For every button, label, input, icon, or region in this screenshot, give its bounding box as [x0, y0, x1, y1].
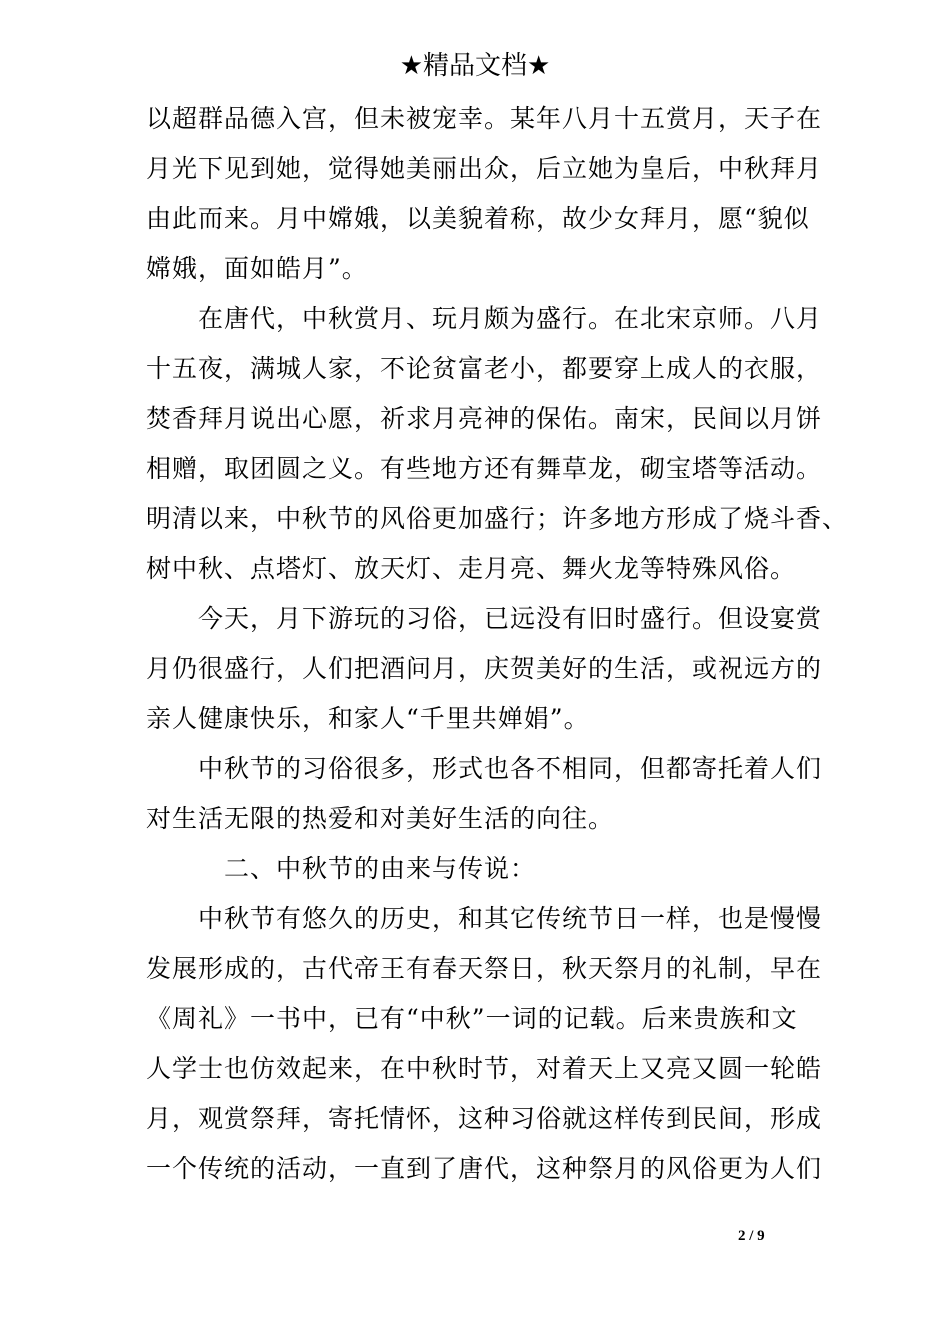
page-number: 2 / 9: [738, 1228, 765, 1244]
text-line: 树中秋、点塔灯、放天灯、走月亮、舞火龙等特殊风俗。: [146, 554, 797, 583]
text-line: 人学士也仿效起来，在中秋时节，对着天上又亮又圆一轮皓: [146, 1054, 823, 1083]
document-body: [146, 94, 849, 1194]
section-heading: 二、中秋节的由来与传说：: [224, 854, 537, 883]
paragraph-start-line: 中秋节有悠久的历史，和其它传统节日一样，也是慢慢: [198, 904, 823, 933]
text-line: 发展形成的，古代帝王有春天祭日，秋天祭月的礼制，早在: [146, 954, 823, 983]
paragraph-start-line: 在唐代，中秋赏月、玩月颇为盛行。在北宋京师。八月: [198, 304, 823, 333]
paragraph-start-line: 今天，月下游玩的习俗，已远没有旧时盛行。但设宴赏: [198, 604, 823, 633]
text-line: 亲人健康快乐，和家人“千里共婵娟”。: [146, 704, 590, 733]
text-line: 《周礼》一书中，已有“中秋”一词的记载。后来贵族和文: [146, 1004, 798, 1033]
text-line: 嫦娥，面如皓月”。: [146, 254, 368, 283]
text-line: 焚香拜月说出心愿，祈求月亮神的保佑。南宋，民间以月饼: [146, 404, 823, 433]
text-line: 十五夜，满城人家，不论贫富老小，都要穿上成人的衣服，: [146, 354, 823, 383]
text-line: 以超群品德入宫，但未被宠幸。某年八月十五赏月，天子在: [146, 104, 823, 133]
text-line: 月光下见到她，觉得她美丽出众，后立她为皇后，中秋拜月: [146, 154, 823, 183]
text-line: 对生活无限的热爱和对美好生活的向往。: [146, 804, 615, 833]
text-line: 由此而来。月中嫦娥，以美貌着称，故少女拜月，愿“貌似: [146, 204, 810, 233]
text-line: 明清以来，中秋节的风俗更加盛行；许多地方形成了烧斗香、: [146, 504, 849, 533]
text-line: 月仍很盛行，人们把酒问月，庆贺美好的生活，或祝远方的: [146, 654, 823, 683]
text-line: 一个传统的活动，一直到了唐代，这种祭月的风俗更为人们: [146, 1154, 823, 1183]
text-line: 月，观赏祭拜，寄托情怀，这种习俗就这样传到民间，形成: [146, 1104, 823, 1133]
text-line: 相赠，取团圆之义。有些地方还有舞草龙，砌宝塔等活动。: [146, 454, 823, 483]
paragraph-start-line: 中秋节的习俗很多，形式也各不相同，但都寄托着人们: [198, 754, 823, 783]
page-header: ★精品文档★: [399, 51, 551, 81]
